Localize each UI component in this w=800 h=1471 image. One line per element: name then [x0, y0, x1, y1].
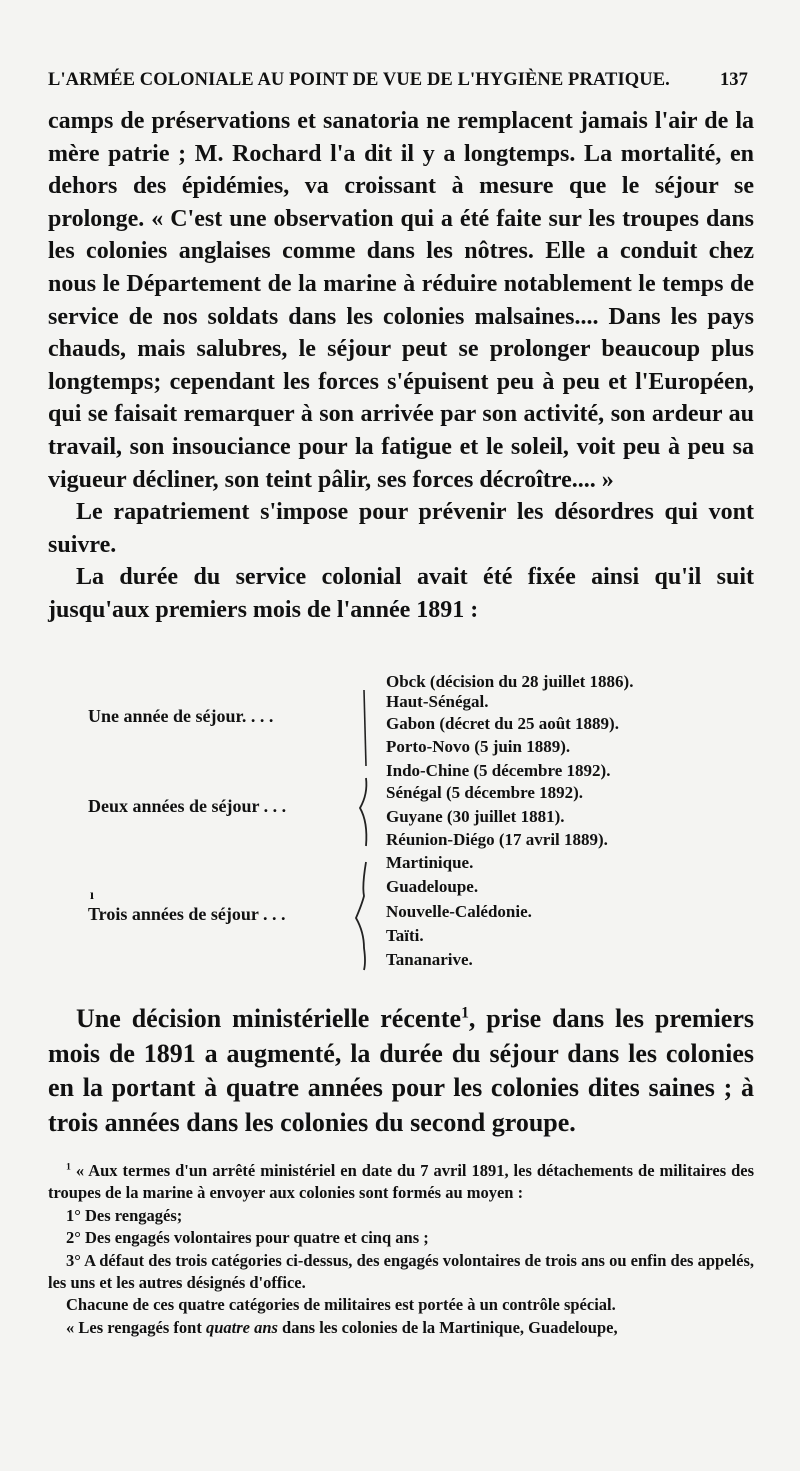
table-item: Martinique. [386, 853, 474, 872]
paragraph-2: Le rapatriement s'impose pour prévenir les désordres qui vont suivre. [48, 499, 754, 558]
main-text [48, 105, 754, 627]
footnote-reference[interactable]: 1 [461, 1004, 469, 1022]
table-item: Indo-Chine (5 décembre 1892). [386, 761, 611, 780]
table-item: Gabon (décret du 25 août 1889). [386, 714, 619, 733]
footnote-item-1: 1° Des rengagés; [66, 1205, 183, 1225]
footnote-line-2: Chacune de ces quatre catégories de militaires est portée à un contrôle spécial. [66, 1295, 616, 1315]
footnote-item-3: 3° A défaut des trois catégories ci-dessus, des engagés volontaires de trois ans ou enfin des appelés, les uns et les autres désignés d'office. [48, 1250, 754, 1293]
footnote-marker: 1 [66, 1161, 71, 1173]
brace-group-markers [354, 686, 378, 972]
table-item: Haut-Sénégal. [386, 692, 489, 711]
brace-three-years [356, 862, 366, 970]
table-item: Guyane (30 juillet 1881). [386, 807, 565, 826]
footnote-line-3-emphasis: quatre ans [205, 1317, 278, 1337]
decision-text-b: , prise dans les premiers mois de 1891 a augmenté, la durée du séjour dans les colonies en la portant à quatre années pour les colonies dites saines ; à trois années dans les colonies du second groupe. [48, 1004, 755, 1138]
paragraph-3: La durée du service colonial avait été fixée ainsi qu'il suit jusqu'aux premiers mois de l'année 1891 : [48, 564, 754, 623]
table-item: Guadeloupe. [386, 877, 479, 896]
table-item: Obck (décision du 28 juillet 1886). [386, 672, 634, 691]
paragraph-1: camps de préservations et sanatoria ne remplacent jamais l'air de la mère patrie ; M. Rochard l'a dit il y a longtemps. La mortalité, en dehors des épidémies, va croissant à mesure que le séjour se prolonge. « C'est une observation qui a été faite sur les troupes dans les colonies anglaises comme dans les nôtres. Elle a conduit chez nous le Département de la marine à réduire notablement le temps de service de nos soldats dans les colonies malsaines.... Dans les pays chauds, mais salubres, le séjour peut se prolonger beaucoup plus longtemps; cependant les forces s'épuisent peu à peu et l'Européen, qui se faisait remarquer à son arrivée par son activité, son ardeur au travail, son insouciance pour la fatigue et le soleil, voit peu à peu sa vigueur décliner, son teint pâlir, ses forces décroître.... » [48, 108, 754, 493]
footnote-item-2: 2° Des engagés volontaires pour quatre et cinq ans ; [66, 1228, 429, 1248]
table-item: Porto-Novo (5 juin 1889). [386, 737, 571, 756]
footnote [48, 1160, 754, 1339]
table-item: Sénégal (5 décembre 1892). [386, 783, 584, 802]
table-item: Tananarive. [386, 950, 473, 969]
brace-one-year [364, 690, 366, 766]
table-item: Réunion-Diégo (17 avril 1889). [386, 830, 608, 849]
group-label-three-years: Trois années de séjour . . . [88, 904, 286, 924]
service-duration-table [0, 670, 800, 975]
margin-mark: ı [90, 888, 94, 903]
running-title: L'ARMÉE COLONIALE AU POINT DE VUE DE L'HYGIÈNE PRATIQUE. [48, 70, 670, 90]
group-label-two-years: Deux années de séjour . . . [88, 796, 287, 816]
table-item: Nouvelle-Calédonie. [386, 902, 532, 921]
paragraph-decision [48, 1002, 754, 1141]
brace-two-years [360, 778, 366, 846]
group-label-one-year: Une année de séjour. . . . [88, 706, 274, 726]
footnote-line-3b: dans les colonies de la Martinique, Guadeloupe, [277, 1317, 618, 1337]
page-number: 137 [719, 70, 748, 90]
footnote-line-3a: « Les rengagés font [66, 1317, 206, 1337]
table-item: Taïti. [386, 926, 424, 945]
footnote-line-1: « Aux termes d'un arrêté ministériel en date du 7 avril 1891, les détachements de militaires des troupes de la marine à envoyer aux colonies sont formés au moyen : [48, 1161, 754, 1203]
running-header [48, 70, 748, 91]
decision-text-a: Une décision ministérielle récente [76, 1004, 462, 1033]
